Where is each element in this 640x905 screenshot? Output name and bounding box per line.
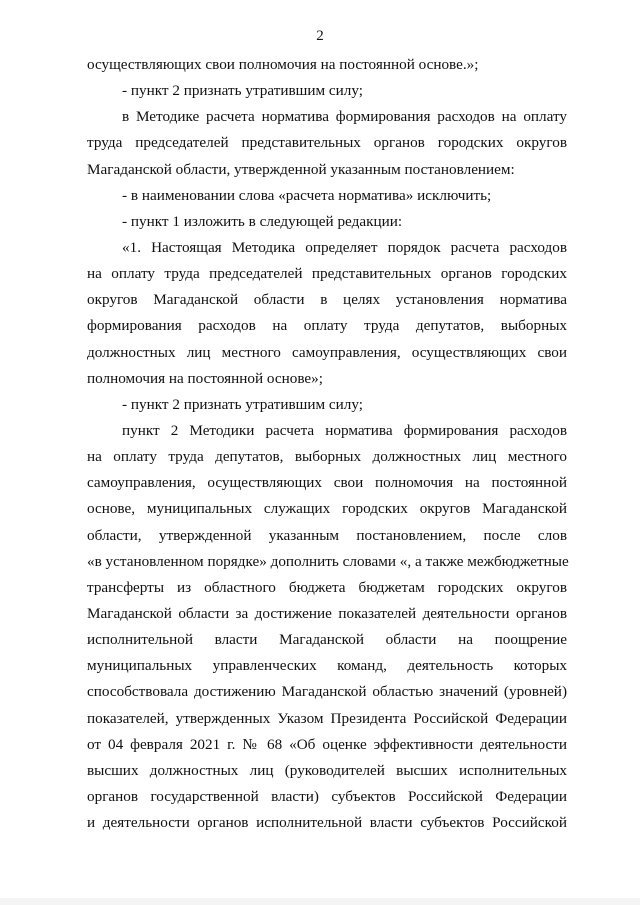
page-number: 2 — [316, 28, 324, 44]
text-line: - пункт 2 признать утратившим силу; — [122, 82, 363, 100]
text-line: способствовала достижению Магаданской областью значений (уровней) — [87, 683, 567, 701]
text-line: трансферты из областного бюджета бюджетам городских округов — [87, 578, 567, 596]
document-body — [87, 52, 567, 836]
text-line: осуществляющих свои полномочия на постоянной основе.»; — [87, 56, 479, 73]
text-line: формирования расходов на оплату труда депутатов, выборных — [87, 317, 567, 335]
text-line: органов государственной власти) субъектов Российской Федерации — [87, 787, 567, 805]
text-line: Магаданской области, утвержденной указанным постановлением: — [87, 160, 515, 178]
text-line: - пункт 2 признать утратившим силу; — [122, 395, 363, 413]
text-line: муниципальных управленческих команд, деятельность которых — [87, 657, 567, 675]
text-line: основе, муниципальных служащих городских округов Магаданской — [87, 500, 567, 518]
text-line: высших должностных лиц (руководителей высших исполнительных — [87, 761, 567, 779]
text-line: от 04 февраля 2021 г. № 68 «Об оценке эффективности деятельности — [87, 735, 567, 753]
text-line: округов Магаданской области в целях установления норматива — [87, 291, 567, 309]
text-line: должностных лиц местного самоуправления, осуществляющих свои — [87, 343, 567, 361]
text-line: «1. Настоящая Методика определяет порядок расчета расходов — [122, 238, 567, 256]
text-line: - пункт 1 изложить в следующей редакции: — [122, 212, 403, 230]
page-bottom-edge — [0, 898, 640, 905]
text-line: показателей, утвержденных Указом Президента Российской Федерации — [87, 709, 567, 727]
text-line: Магаданской области за достижение показателей деятельности органов — [87, 604, 567, 622]
text-line: в Методике расчета норматива формирования расходов на оплату — [122, 108, 567, 126]
text-line: пункт 2 Методики расчета норматива формирования расходов — [122, 421, 567, 439]
text-line: на оплату труда депутатов, выборных должностных лиц местного — [87, 448, 567, 466]
text-line: и деятельности органов исполнительной власти субъектов Российской — [87, 814, 567, 832]
text-line: исполнительной власти Магаданской области на поощрение — [87, 631, 567, 649]
text-line: - в наименовании слова «расчета норматива» исключить; — [122, 186, 492, 204]
text-line: области, утвержденной указанным постановлением, после слов — [87, 526, 567, 544]
text-line: труда председателей представительных органов городских округов — [87, 134, 567, 152]
text-line: самоуправления, осуществляющих свои полномочия на постоянной — [87, 474, 567, 492]
text-line: полномочия на постоянной основе»; — [87, 369, 323, 387]
text-line: на оплату труда председателей представительных органов городских — [87, 265, 567, 283]
text-line: «в установленном порядке» дополнить словами «, а также межбюджетные — [87, 552, 569, 570]
